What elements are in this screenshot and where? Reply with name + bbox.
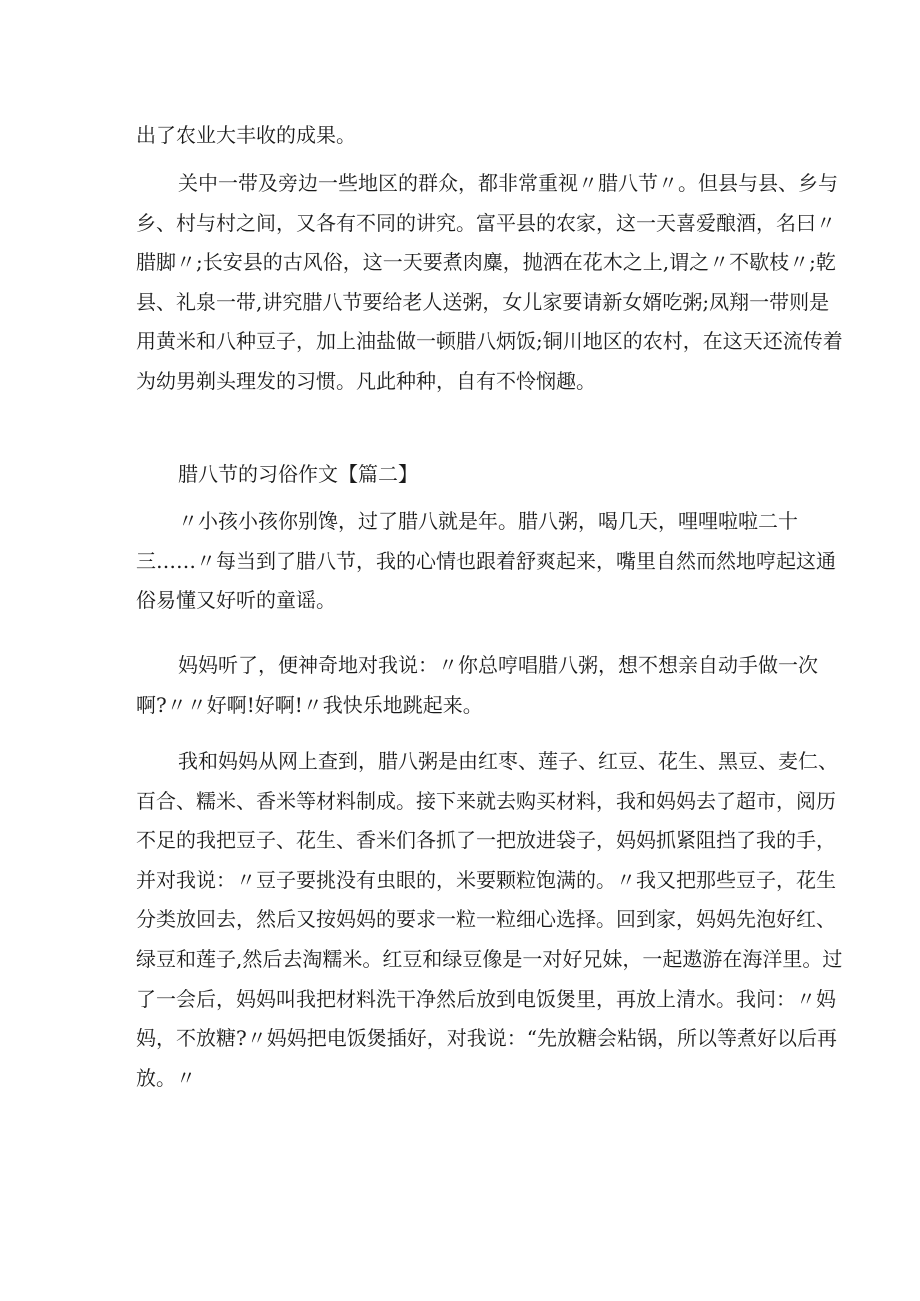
paragraph-guanzhong-customs — [136, 164, 843, 402]
text-line: 啊?〃〃好啊!好啊!〃我快乐地跳起来。 — [136, 692, 483, 717]
text-line: 放。〃 — [136, 1065, 196, 1090]
section-heading: 腊八节的习俗作文【篇二】 — [178, 462, 418, 486]
text-line: 妈妈听了，便神奇地对我说：〃你总哼唱腊八粥，想不想亲自动手做一次 — [178, 653, 818, 677]
text-line: 乡、村与村之间，又各有不同的讲究。富平县的农家，这一天喜爱酿酒，名曰〃 — [136, 210, 836, 235]
paragraph-continuation — [136, 116, 796, 156]
paragraph-making-porridge — [136, 742, 843, 1098]
text-line: 绿豆和莲子,然后去淘糯米。红豆和绿豆像是一对好兄妹，一起遨游在海洋里。过 — [136, 946, 843, 971]
text-line: 并对我说：〃豆子要挑没有虫眼的，米要颗粒饱满的。〃我又把那些豆子，花生 — [136, 867, 836, 892]
paragraph-mom-asks — [136, 646, 818, 725]
text-line: 百合、糯米、香米等材料制成。接下来就去购买材料，我和妈妈去了超市，阅历 — [136, 788, 836, 813]
text-line: 出了农业大丰收的成果。 — [136, 123, 356, 147]
text-line: 腊脚〃;长安县的古风俗，这一天要煮肉麋，抛洒在花木之上,谓之〃不歇枝〃;乾 — [136, 250, 836, 275]
text-line: 关中一带及旁边一些地区的群众，都非常重视〃腊八节〃。但县与县、乡与 — [178, 171, 838, 195]
text-line: 为幼男剃头理发的习惯。凡此种种，自有不怜悯趣。 — [136, 368, 596, 393]
text-line: 了一会后，妈妈叫我把材料洗干净然后放到电饭煲里，再放上清水。我问：〃妈 — [136, 986, 836, 1011]
text-line: 不足的我把豆子、花生、香米们各抓了一把放进袋子，妈妈抓紧阻挡了我的手， — [136, 828, 836, 853]
text-line: 县、礼泉一带,讲究腊八节要给老人送粥，女儿家要请新女婿吃粥;凤翔一带则是 — [136, 289, 830, 314]
text-line: 我和妈妈从网上查到，腊八粥是由红枣、莲子、红豆、花生、黑豆、麦仁、 — [178, 749, 838, 773]
text-line: 三……〃每当到了腊八节，我的心情也跟着舒爽起来，嘴里自然而然地哼起这通 — [136, 548, 836, 573]
text-line: 〃小孩小孩你别馋，过了腊八就是年。腊八粥，喝几天，哩哩啦啦二十 — [178, 509, 798, 533]
text-line: 妈，不放糖?〃妈妈把电饭煲插好，对我说：“先放糖会粘锅，所以等煮好以后再 — [136, 1026, 837, 1051]
text-line: 用黄米和八种豆子，加上油盐做一顿腊八炳饭;铜川地区的农村，在这天还流传着 — [136, 329, 843, 354]
text-line: 分类放回去，然后又按妈妈的要求一粒一粒细心选择。回到家，妈妈先泡好红、 — [136, 907, 836, 932]
text-line: 俗易懂又好听的童谣。 — [136, 588, 336, 613]
paragraph-nursery-rhyme — [136, 502, 836, 621]
